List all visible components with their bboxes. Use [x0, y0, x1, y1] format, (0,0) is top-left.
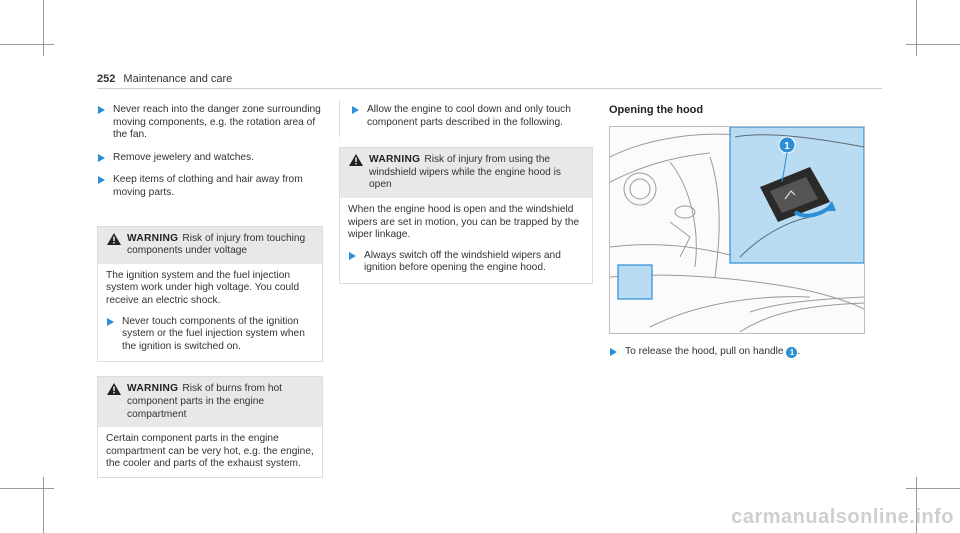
section-title: Maintenance and care	[123, 73, 233, 85]
arrow-right-icon	[610, 348, 617, 356]
caption-text: To release the hood, pull on handle	[625, 346, 784, 357]
arrow-right-icon	[349, 252, 356, 260]
list-item: Remove jewelery and watches.	[97, 152, 323, 165]
page-header	[97, 73, 232, 85]
callout-badge: 1	[786, 347, 797, 358]
warning-box	[97, 226, 323, 363]
warning-text: The ignition system and the fuel injection system work under high voltage. You could receive an electric shock.	[106, 269, 300, 306]
dashboard-illustration	[610, 127, 864, 333]
crop-mark	[916, 0, 917, 56]
warning-text: When the engine hood is open and the windshield wipers are set in motion, you can be trapped by the wiper linkage.	[348, 203, 580, 241]
crop-mark	[0, 488, 54, 489]
list-item: Keep items of clothing and hair away from moving parts.	[97, 174, 323, 199]
warning-triangle-icon	[107, 233, 121, 245]
warning-header	[98, 227, 322, 264]
crop-mark	[0, 44, 54, 45]
arrow-right-icon	[107, 318, 114, 326]
list-item: Never reach into the danger zone surrounding moving components, e.g. the rotation area of the fan.	[97, 104, 323, 142]
section-heading: Opening the hood	[609, 104, 704, 116]
warning-title: Risk of injury from using the windshield wipers while the engine hood is open	[369, 154, 561, 191]
warning-triangle-icon	[107, 383, 121, 395]
warning-triangle-icon	[349, 154, 363, 166]
warning-header	[340, 148, 592, 198]
column-2	[339, 100, 593, 284]
warning-box	[97, 376, 323, 478]
arrow-right-icon	[352, 106, 359, 114]
figure-callout: 1	[784, 141, 790, 152]
warning-body	[98, 427, 322, 477]
crop-mark	[43, 477, 44, 533]
arrow-right-icon	[98, 176, 105, 184]
arrow-right-icon	[98, 154, 105, 162]
crop-mark	[43, 0, 44, 56]
figure-caption	[609, 346, 800, 358]
column-1	[97, 100, 323, 478]
list-item: Never touch components of the ignition system or the fuel injection system when the ignition is switched on.	[106, 316, 314, 354]
warning-title: Risk of burns from hot component parts in the engine compartment	[127, 383, 282, 420]
header-divider	[97, 88, 882, 89]
caption-end: .	[797, 346, 801, 357]
warning-body	[340, 198, 592, 283]
crop-mark	[906, 44, 960, 45]
bullet-list	[97, 100, 323, 212]
warning-label: WARNING	[127, 232, 179, 244]
warning-title: Risk of injury from touching components under voltage	[127, 232, 306, 257]
warning-label: WARNING	[369, 154, 421, 166]
list-item: Allow the engine to cool down and only touch component parts described in the following.	[351, 104, 593, 129]
hood-release-figure	[609, 126, 865, 334]
bullet-list	[339, 100, 593, 137]
list-item: Always switch off the windshield wipers and ignition before opening the engine hood.	[348, 250, 584, 275]
warning-body	[98, 264, 322, 362]
watermark-text: carmanualsonline.info	[731, 506, 954, 528]
warning-label: WARNING	[127, 383, 179, 395]
warning-header	[98, 377, 322, 427]
crop-mark	[906, 488, 960, 489]
page-number: 252	[97, 73, 116, 85]
arrow-right-icon	[98, 106, 105, 114]
warning-box	[339, 147, 593, 284]
warning-text: Certain component parts in the engine compartment can be very hot, e.g. the engine, the cooler and parts of the exhaust system.	[106, 433, 314, 470]
